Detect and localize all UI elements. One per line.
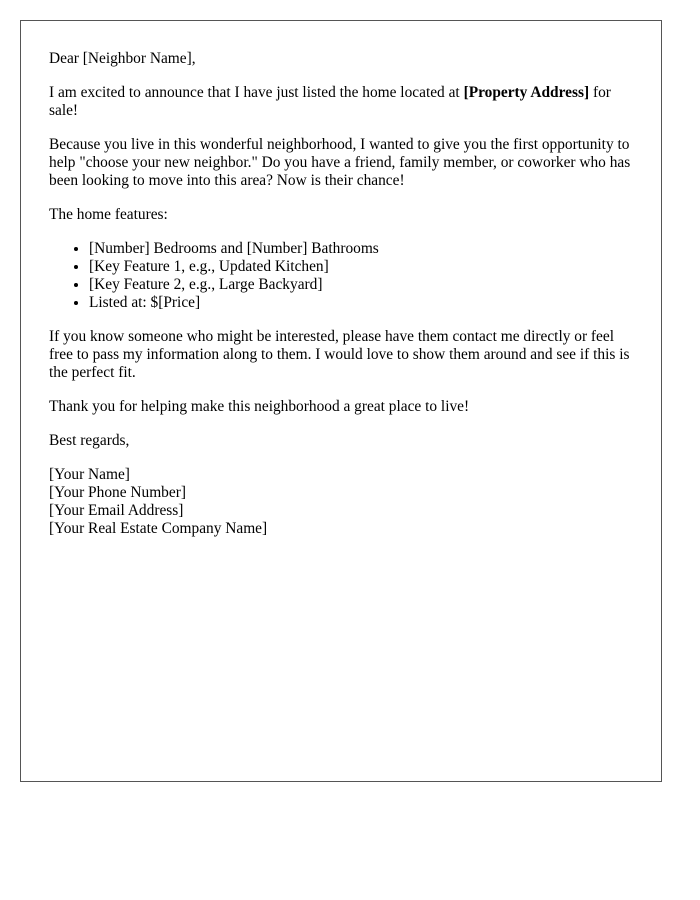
closing: Best regards,: [49, 432, 130, 449]
signature-name: [Your Name]: [49, 466, 130, 483]
intro-text-before: I am excited to announce that I have just listed the home located at: [49, 84, 464, 101]
features-list: [49, 240, 633, 312]
letter-container: [20, 20, 662, 782]
property-address: [Property Address]: [463, 84, 590, 101]
signature-company: [Your Real Estate Company Name]: [49, 520, 268, 537]
intro-paragraph: [49, 84, 633, 120]
opportunity-paragraph: Because you live in this wonderful neighborhood, I wanted to give you the first opportunity to help "choose your new neighbor." Do you have a friend, family member, or coworker who has been looking to move into this area? Now is their chance!: [49, 136, 631, 189]
feature-item-price: • Listed at: $[Price]: [89, 294, 633, 312]
signature-block: [49, 466, 633, 538]
signature-phone: [Your Phone Number]: [49, 484, 186, 501]
signature-email: [Your Email Address]: [49, 502, 184, 519]
feature-item-key-1: • [Key Feature 1, e.g., Updated Kitchen]: [89, 258, 633, 276]
thanks-paragraph: Thank you for helping make this neighborhood a great place to live!: [49, 398, 470, 415]
salutation: Dear [Neighbor Name],: [49, 50, 196, 67]
intro-text-after: for sale!: [49, 84, 611, 119]
features-heading: The home features:: [49, 206, 168, 223]
feature-item-key-2: • [Key Feature 2, e.g., Large Backyard]: [89, 276, 633, 294]
feature-item-bedrooms: • [Number] Bedrooms and [Number] Bathrooms: [89, 240, 633, 258]
contact-paragraph: If you know someone who might be interested, please have them contact me directly or feel free to pass my information along to them. I would love to show them around and see if this is the perfect fit.: [49, 328, 630, 381]
